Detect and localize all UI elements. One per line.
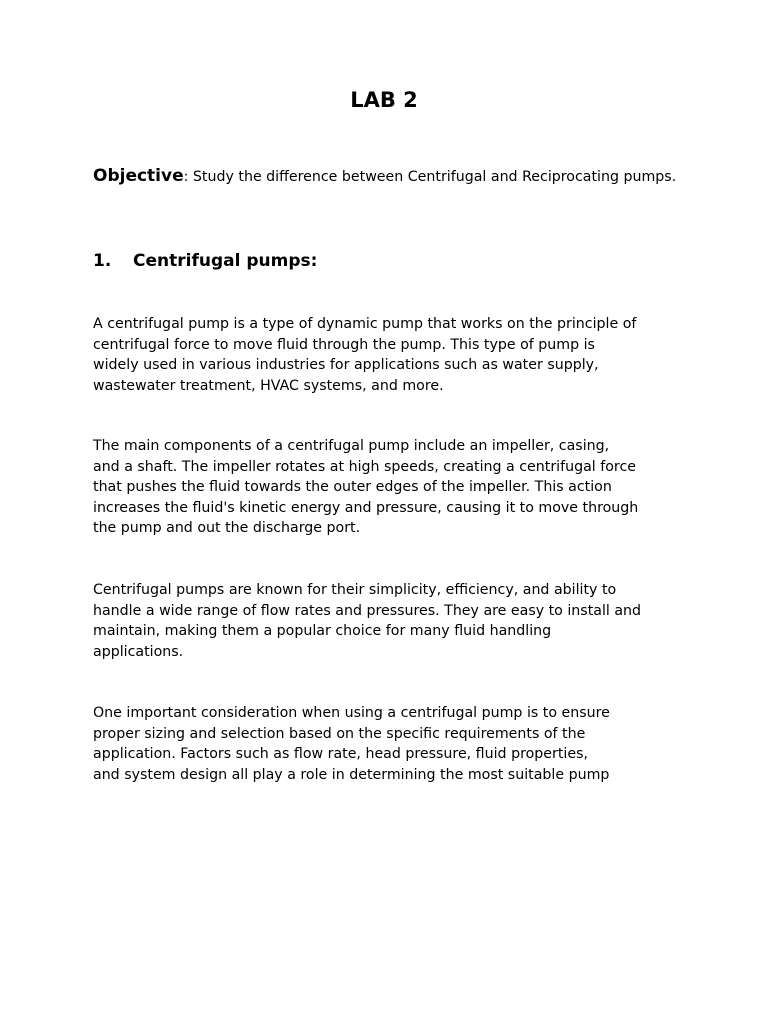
paragraph-line: and a shaft. The impeller rotates at high speeds, creating a centrifugal force <box>93 458 636 475</box>
paragraph-line: One important consideration when using a centrifugal pump is to ensure <box>93 705 610 721</box>
section-heading <box>93 250 317 272</box>
paragraph-line: that pushes the fluid towards the outer edges of the impeller. This action <box>93 479 612 495</box>
paragraph-line: maintain, making them a popular choice for many fluid handling <box>93 623 552 639</box>
section-title: Centrifugal pumps: <box>133 251 318 271</box>
paragraph-line: handle a wide range of flow rates and pressures. They are easy to install and <box>93 602 642 619</box>
paragraph-line: application. Factors such as flow rate, head pressure, fluid properties, <box>93 746 588 762</box>
paragraph-line: applications. <box>93 643 184 660</box>
paragraph-advantages <box>93 580 688 662</box>
paragraph-line: centrifugal force to move fluid through the pump. This type of pump is <box>93 336 595 353</box>
objective-text: : Study the difference between Centrifugal and Reciprocating pumps. <box>183 169 677 185</box>
objective-statement <box>93 167 683 187</box>
paragraph-line: A centrifugal pump is a type of dynamic pump that works on the principle of <box>93 316 637 332</box>
page-title: LAB 2 <box>350 88 418 112</box>
paragraph-line: the pump and out the discharge port. <box>93 520 361 536</box>
paragraph-line: The main components of a centrifugal pump include an impeller, casing, <box>93 438 610 454</box>
paragraph-sizing <box>93 703 688 785</box>
paragraph-line: wastewater treatment, HVAC systems, and more. <box>93 377 444 394</box>
paragraph-line: proper sizing and selection based on the specific requirements of the <box>93 725 586 742</box>
objective-label: Objective <box>93 166 184 186</box>
paragraph-line: and system design all play a role in determining the most suitable pump <box>93 766 610 783</box>
paragraph-line: Centrifugal pumps are known for their simplicity, efficiency, and ability to <box>93 582 617 598</box>
paragraph-components <box>93 436 688 539</box>
paragraph-line: widely used in various industries for applications such as water supply, <box>93 357 599 373</box>
section-number: 1. <box>93 251 112 271</box>
paragraph-definition <box>93 314 688 396</box>
paragraph-line: increases the fluid's kinetic energy and pressure, causing it to move through <box>93 499 639 516</box>
